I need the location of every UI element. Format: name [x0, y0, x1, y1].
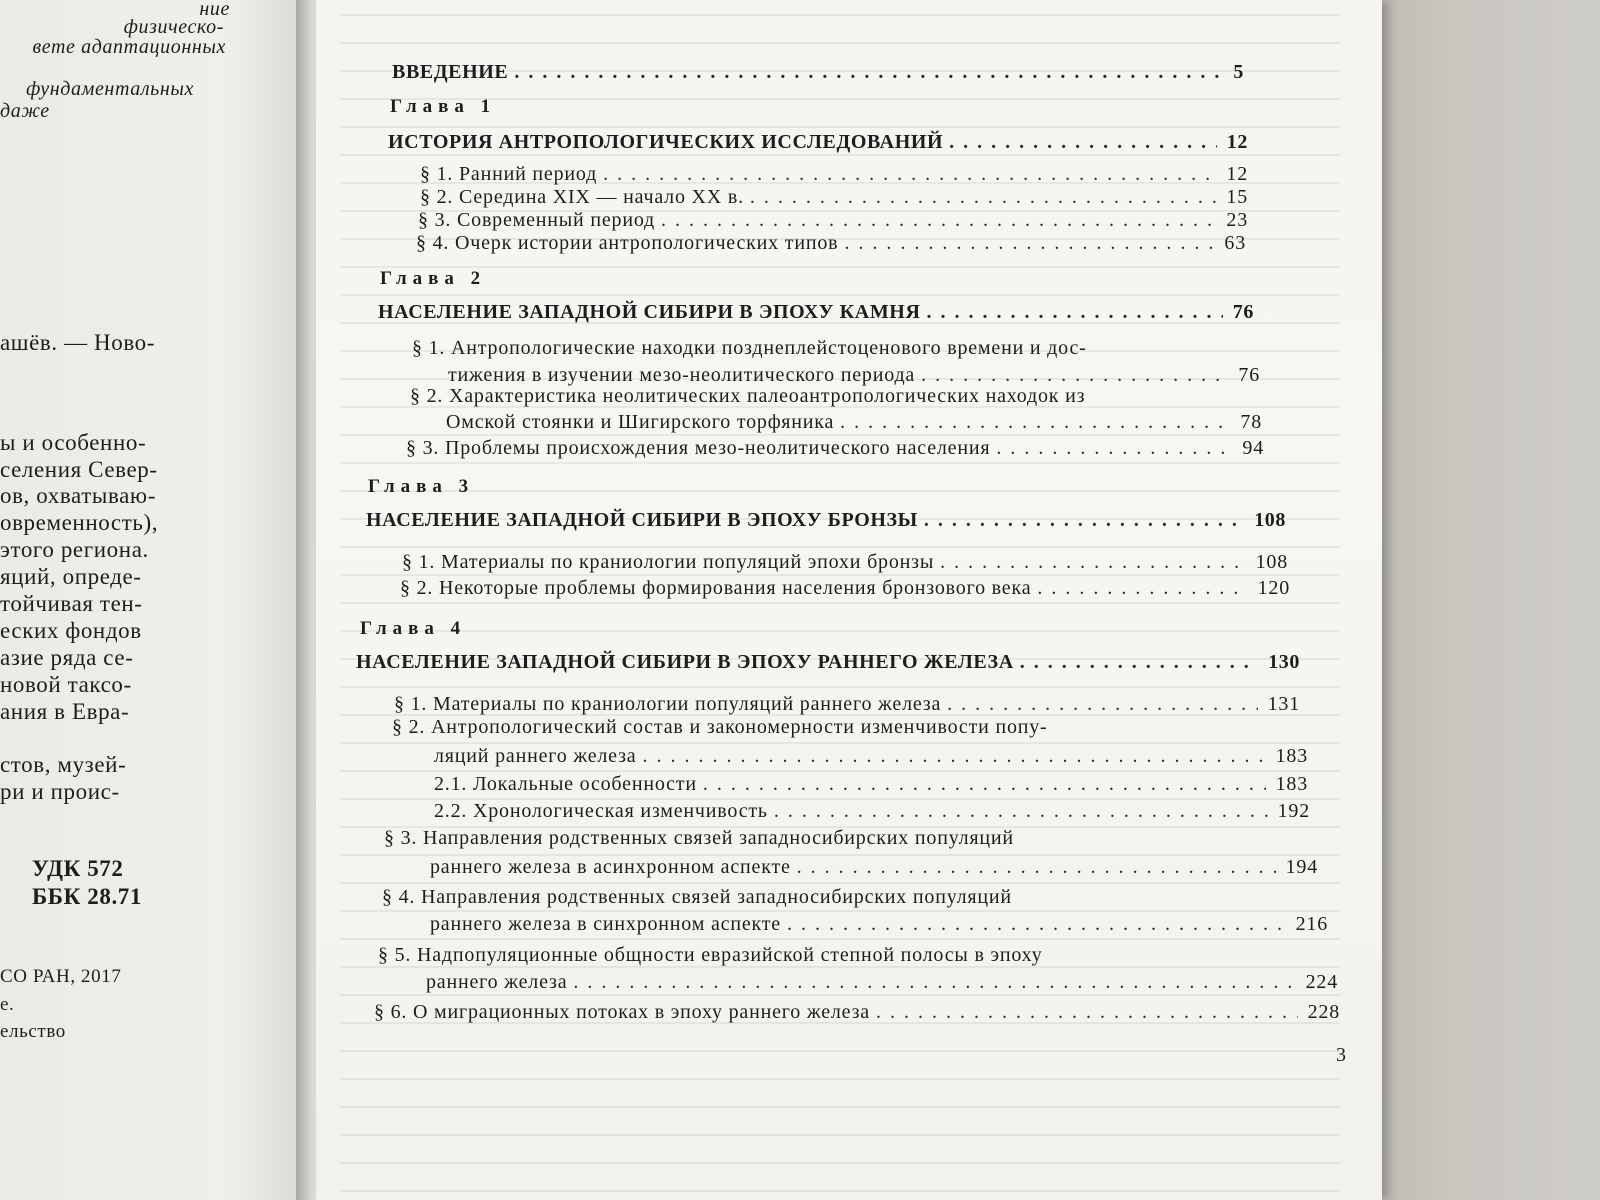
section-page: 78	[1240, 411, 1262, 433]
left-text-line: даже	[0, 100, 50, 122]
left-page	[0, 0, 300, 1200]
section-title: тижения в изучении мезо-неолитического периода	[448, 364, 916, 386]
toc-section	[434, 742, 1308, 768]
toc-section	[430, 853, 1318, 879]
left-text-line: е.	[0, 994, 15, 1015]
toc-section	[374, 998, 1340, 1024]
left-text-line: физическо-	[123, 16, 224, 38]
leader-dots	[774, 800, 1268, 823]
copyright-line: СО РАН, 2017	[0, 966, 122, 987]
leader-dots	[797, 856, 1276, 879]
section-title-line: § 2. Характеристика неолитических палеоантропологических находок из	[410, 385, 1086, 407]
section-title: § 1. Материалы по краниологии популяций эпохи бронзы	[402, 551, 935, 573]
left-text-line: ания в Евра-	[0, 699, 130, 724]
left-text-line: еских фондов	[0, 618, 142, 643]
leader-dots	[927, 301, 1223, 324]
chapter-2-title-row	[378, 298, 1254, 324]
chapter-4-label: Глава 4	[360, 618, 467, 639]
left-text-line: ние	[199, 0, 230, 20]
section-page: 216	[1295, 913, 1328, 935]
section-page: 192	[1277, 800, 1310, 822]
toc-section	[394, 690, 1300, 716]
left-text-line: ов, охватываю-	[0, 483, 156, 508]
toc-section	[446, 408, 1262, 434]
udk-code: УДК 572	[32, 856, 124, 881]
toc-section	[430, 910, 1328, 936]
section-page: 194	[1285, 856, 1318, 878]
section-title: § 1. Ранний период	[420, 163, 598, 185]
section-title: Омской стоянки и Шигирского торфяника	[446, 411, 835, 433]
section-title: § 2. Середина XIX — начало XX в.	[420, 186, 744, 208]
section-title-line: § 4. Направления родственных связей западносибирских популяций	[382, 886, 1012, 908]
left-text-line: азие ряда се-	[0, 645, 134, 670]
chapter-page: 12	[1226, 131, 1248, 153]
section-title: ляций раннего железа	[434, 745, 637, 767]
section-title: § 2. Некоторые проблемы формирования населения бронзового века	[400, 577, 1032, 599]
toc-section	[426, 968, 1338, 994]
chapter-page: 130	[1268, 651, 1300, 673]
section-title: § 1. Материалы по краниологии популяций раннего железа	[394, 693, 942, 715]
left-text-line: ри и проис-	[0, 779, 120, 804]
page-number: 3	[1336, 1044, 1346, 1066]
leader-dots	[840, 411, 1230, 434]
section-title: 2.2. Хронологическая изменчивость	[434, 800, 768, 822]
chapter-title: НАСЕЛЕНИЕ ЗАПАДНОЙ СИБИРИ В ЭПОХУ РАННЕГО ЖЕЛЕЗА	[356, 651, 1014, 673]
section-page: 15	[1226, 186, 1248, 208]
leader-dots	[514, 61, 1223, 84]
chapter-title: НАСЕЛЕНИЕ ЗАПАДНОЙ СИБИРИ В ЭПОХУ БРОНЗЫ	[366, 509, 918, 531]
toc-intro-label: ВВЕДЕНИЕ	[392, 61, 509, 83]
chapter-2-label: Глава 2	[380, 268, 487, 289]
section-title: раннего железа	[426, 971, 568, 993]
section-title: § 6. О миграционных потоках в эпоху раннего железа	[374, 1001, 870, 1023]
chapter-3-title-row	[366, 506, 1286, 532]
leader-dots	[947, 693, 1257, 716]
bbk-code: ББК 28.71	[32, 884, 142, 909]
section-title-line: § 1. Антропологические находки позднеплейстоценового времени и дос-	[412, 337, 1087, 359]
left-text-line: яций, опреде-	[0, 564, 142, 589]
section-page: 12	[1226, 163, 1248, 185]
toc-section	[402, 548, 1288, 574]
leader-dots	[1037, 577, 1247, 600]
toc-section	[400, 574, 1290, 600]
left-text-line: ашёв. — Ново-	[0, 330, 156, 355]
left-text-line: этого региона.	[0, 537, 149, 562]
section-title: § 3. Проблемы происхождения мезо-неолитического населения	[406, 437, 991, 459]
left-text-line: новой таксо-	[0, 672, 132, 697]
leader-dots	[703, 773, 1266, 796]
section-page: 228	[1307, 1001, 1340, 1023]
section-title-line: § 3. Направления родственных связей западносибирских популяций	[384, 827, 1014, 849]
section-title-line: § 5. Надпопуляционные общности евразийской степной полосы в эпоху	[378, 944, 1043, 966]
left-text-line: фундаментальных	[26, 78, 194, 100]
chapter-title: НАСЕЛЕНИЕ ЗАПАДНОЙ СИБИРИ В ЭПОХУ КАМНЯ	[378, 301, 921, 323]
leader-dots	[876, 1001, 1298, 1024]
leader-dots	[1020, 651, 1258, 674]
toc-section	[406, 434, 1264, 460]
section-title-line: § 2. Антропологический состав и закономерности изменчивости попу-	[392, 716, 1048, 738]
toc-section	[416, 229, 1246, 255]
leader-dots	[949, 131, 1217, 154]
leader-dots	[996, 437, 1232, 460]
chapter-title: ИСТОРИЯ АНТРОПОЛОГИЧЕСКИХ ИССЛЕДОВАНИЙ	[388, 131, 944, 153]
left-text-line: вете адаптационных	[32, 36, 226, 58]
leader-dots	[921, 364, 1228, 387]
toc-subsection	[434, 797, 1310, 823]
leader-dots	[787, 913, 1286, 936]
section-page: 183	[1275, 773, 1308, 795]
chapter-1-title-row	[388, 128, 1248, 154]
chapter-3-label: Глава 3	[368, 476, 475, 497]
toc-intro-page: 5	[1233, 61, 1244, 83]
leader-dots	[940, 551, 1246, 574]
section-page: 183	[1275, 745, 1308, 767]
section-page: 94	[1242, 437, 1264, 459]
left-text-line: стов, музей-	[0, 752, 127, 777]
chapter-page: 108	[1254, 509, 1286, 531]
left-text-line: овременность),	[0, 510, 159, 535]
section-title: раннего железа в асинхронном аспекте	[430, 856, 791, 878]
leader-dots	[573, 971, 1295, 994]
leader-dots	[642, 745, 1265, 768]
section-page: 108	[1255, 551, 1288, 573]
toc-subsection	[434, 770, 1308, 796]
section-title: § 4. Очерк истории антропологических типов	[416, 232, 839, 254]
leader-dots	[844, 232, 1214, 255]
background-surface	[1382, 0, 1600, 1200]
chapter-4-title-row	[356, 648, 1300, 674]
section-page: 63	[1224, 232, 1246, 254]
section-page: 23	[1226, 209, 1248, 231]
left-text-line: тойчивая тен-	[0, 591, 143, 616]
toc-section	[448, 361, 1260, 387]
left-text-line: ы и особенно-	[0, 430, 147, 455]
chapter-1-label: Глава 1	[390, 96, 497, 117]
chapter-page: 76	[1232, 301, 1254, 323]
section-page: 224	[1305, 971, 1338, 993]
toc-intro	[392, 58, 1244, 84]
section-page: 76	[1238, 364, 1260, 386]
section-title: раннего железа в синхронном аспекте	[430, 913, 781, 935]
section-page: 120	[1257, 577, 1290, 599]
section-title: § 3. Современный период	[418, 209, 656, 231]
section-page: 131	[1267, 693, 1300, 715]
section-title: 2.1. Локальные особенности	[434, 773, 697, 795]
left-text-line: селения Север-	[0, 457, 158, 482]
left-text-line: ельство	[0, 1021, 66, 1042]
leader-dots	[924, 509, 1244, 532]
